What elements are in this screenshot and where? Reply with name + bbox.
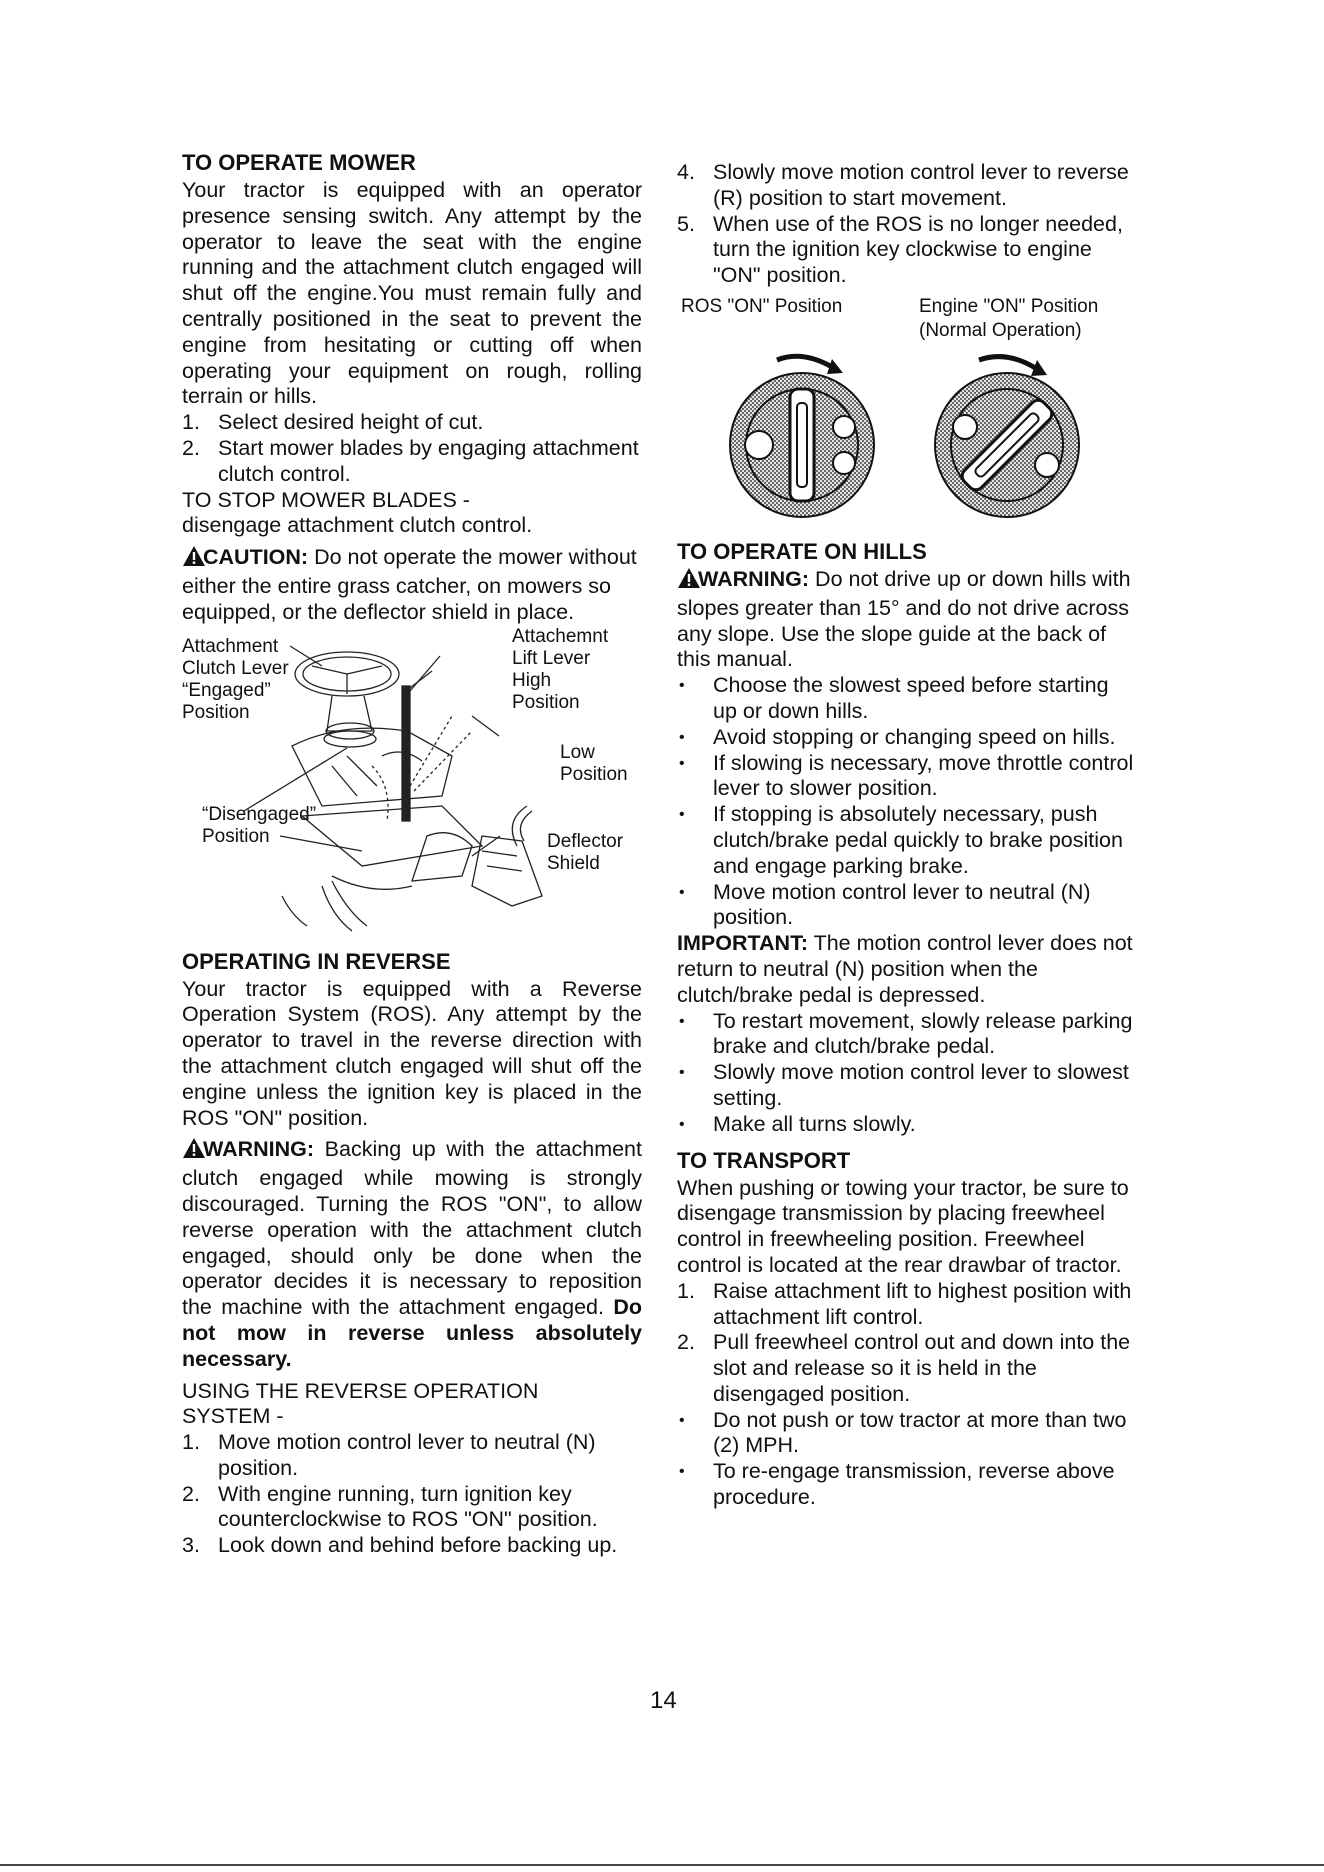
list-item: 5. When use of the ROS is no longer needed, turn the ignition key clockwise to engine "ON" position.	[677, 211, 1123, 288]
page-number: 14	[650, 1687, 677, 1714]
important-label: IMPORTANT:	[677, 931, 808, 956]
operate-mower-paragraph: Your tractor is equipped with an operator presence sensing switch. Any attempt by the operator to leave the seat with the engine running and the attachment clutch engaged will shut off the engine.You must remain fully and centrally positioned in the seat to prevent the engine from hesitating or cutting off when operating your equipment on rough, rolling terrain or hills.	[182, 178, 642, 409]
operate-mower-steps	[182, 410, 642, 487]
dial-left-label: ROS "ON" Position	[681, 295, 843, 317]
list-item: 1. Raise attachment lift to highest position with attachment lift control.	[677, 1278, 1132, 1329]
caution-notice	[182, 545, 642, 625]
list-item: • Do not push or tow tractor at more than two (2) MPH.	[677, 1408, 1137, 1460]
important-bullets	[677, 1009, 1137, 1138]
list-item: • Make all turns slowly.	[677, 1112, 1137, 1138]
list-item: 4. Slowly move motion control lever to reverse (R) position to start movement.	[677, 160, 1129, 210]
list-item: • To restart movement, slowly release parking brake and clutch/brake pedal.	[677, 1009, 1137, 1061]
operating-reverse-paragraph: Your tractor is equipped with a Reverse Operation System (ROS). Any attempt by the operator to travel in the reverse direction with the attachment clutch engaged will shut off the engine unless the ignition key is placed in the ROS "ON" position.	[182, 976, 642, 1130]
list-item: 1. Move motion control lever to neutral (N) position.	[182, 1430, 596, 1480]
list-item: • Move motion control lever to neutral (N) position.	[677, 880, 1137, 932]
warning-text: Backing up with the attachment clutch engaged while mowing is strongly discouraged. Turning the ROS "ON", to allow reverse operation with the attachment clutch engaged, should only be done when the operator decides it is necessary to reposition the machine with the attachment engaged.	[182, 1137, 642, 1320]
ignition-dials-illustration	[707, 345, 1127, 525]
section-title-operate-mower: TO OPERATE MOWER	[182, 150, 416, 175]
using-ros-heading: USING THE REVERSE OPERATION SYSTEM -	[182, 1378, 539, 1429]
list-item: 3. Look down and behind before backing up.	[182, 1533, 618, 1558]
list-item: • To re-engage transmission, reverse above procedure.	[677, 1459, 1137, 1511]
warning-bold-text: Do not mow in reverse unless absolutely necessary.	[182, 1295, 642, 1371]
right-column	[677, 160, 1137, 1511]
list-item: • If slowing is necessary, move throttle control lever to slower position.	[677, 751, 1137, 803]
label-low-position: Low Position	[560, 741, 628, 785]
hills-warning-text: Do not drive up or down hills with slopes greater than 15° and do not drive across any slope. Use the slope guide at the back of this manual.	[677, 566, 1131, 672]
stop-blades-text: disengage attachment clutch control.	[182, 513, 533, 538]
hills-warning-notice	[677, 567, 1137, 673]
stop-blades-heading: TO STOP MOWER BLADES -	[182, 487, 470, 512]
transport-paragraph: When pushing or towing your tractor, be sure to disengage transmission by placing freewheel control in freewheeling position. Freewheel control is located at the rear drawbar of tractor.	[677, 1175, 1129, 1277]
page-bottom-rule	[0, 1864, 1324, 1866]
left-column	[182, 150, 642, 1559]
label-disengaged-position: “Disengaged” Position	[202, 803, 317, 847]
engine-on-dial	[935, 357, 1079, 517]
transport-steps	[677, 1279, 1137, 1408]
label-lift-lever-high: Attachemnt Lift Lever High Position	[512, 625, 609, 713]
important-text: The motion control lever does not return to neutral (N) position when the clutch/brake pedal is depressed.	[677, 931, 1133, 1007]
ros-on-dial	[730, 356, 874, 517]
list-item: 2. Pull freewheel control out and down into the slot and release so it is held in the disengaged position.	[677, 1330, 1131, 1406]
list-item: • Avoid stopping or changing speed on hills.	[677, 725, 1137, 751]
dial-right-sublabel: (Normal Operation)	[919, 319, 1082, 341]
reverse-warning-notice	[182, 1137, 642, 1372]
transport-bullets	[677, 1408, 1137, 1511]
attachment-clutch-figure	[182, 625, 642, 941]
list-item: 2. Start mower blades by engaging attachment clutch control.	[182, 435, 639, 486]
list-item: 1. Select desired height of cut.	[182, 410, 484, 435]
section-title-operate-hills: TO OPERATE ON HILLS	[677, 538, 927, 564]
list-item: 2. With engine running, turn ignition key counterclockwise to ROS "ON" position.	[182, 1481, 598, 1532]
section-title-transport: TO TRANSPORT	[677, 1147, 851, 1173]
label-engaged-position: Attachment Clutch Lever “Engaged” Position	[182, 635, 289, 723]
dial-labels	[677, 295, 1137, 345]
dial-right-label: Engine "ON" Position	[919, 295, 1099, 317]
caution-text: Do not operate the mower without either the entire grass catcher, on mowers so equipped, or the deflector shield in place.	[182, 545, 637, 624]
warning-label: WARNING:	[203, 1137, 315, 1162]
caution-label: CAUTION:	[203, 545, 309, 570]
list-item: • Slowly move motion control lever to slowest setting.	[677, 1060, 1137, 1112]
important-notice	[677, 931, 1137, 1008]
hills-bullets	[677, 673, 1137, 931]
warning-label: WARNING:	[698, 566, 810, 591]
label-deflector-shield: Deflector Shield	[547, 830, 624, 874]
ros-steps-right	[677, 160, 1137, 289]
section-title-operating-reverse: OPERATING IN REVERSE	[182, 948, 451, 974]
list-item: • Choose the slowest speed before starting up or down hills.	[677, 673, 1137, 725]
list-item: • If stopping is absolutely necessary, push clutch/brake pedal quickly to brake position and engage parking brake.	[677, 802, 1137, 879]
ros-steps-left	[182, 1430, 642, 1559]
